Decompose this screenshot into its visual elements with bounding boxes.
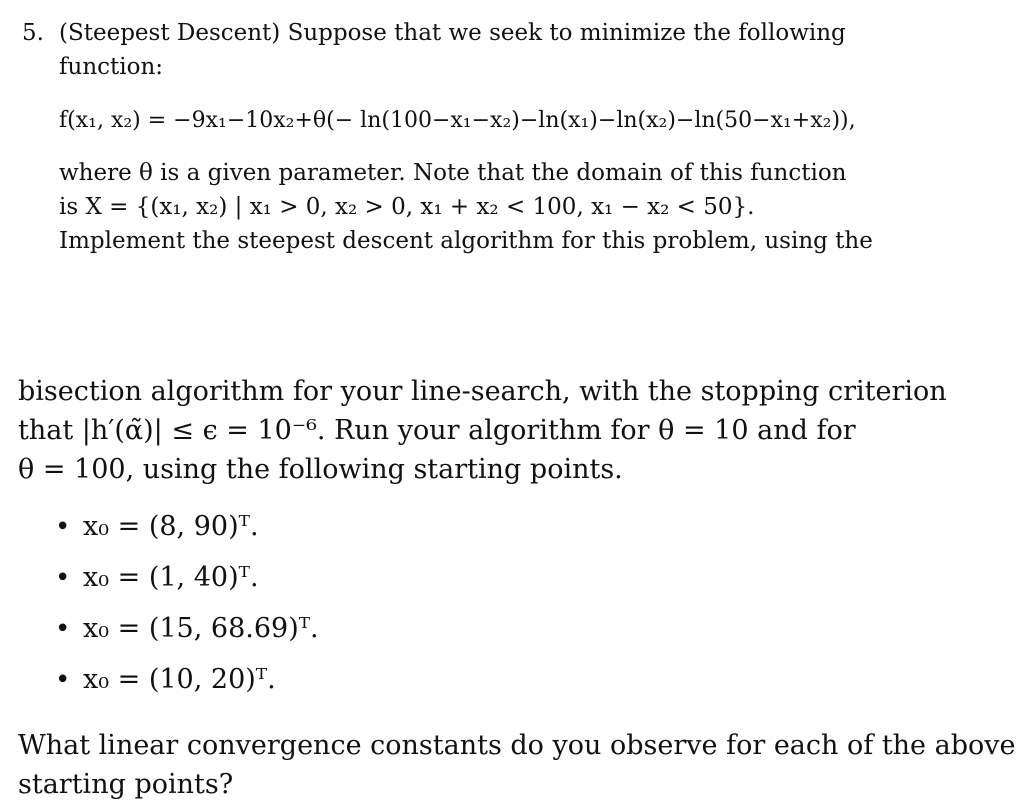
- implement-instruction: Implement the steepest descent algorithm for this problem, using the: [59, 228, 873, 254]
- starting-point: x₀ = (8, 90)ᵀ.: [83, 511, 259, 542]
- bullet-icon: •: [55, 614, 71, 644]
- parameter-note: where θ is a given parameter. Note that the domain of this function: [59, 160, 847, 186]
- continued-line-3: θ = 100, using the following starting points.: [18, 454, 623, 485]
- domain-definition: is X = {(x₁, x₂) | x₁ > 0, x₂ > 0, x₁ + x₂ < 100, x₁ − x₂ < 50}.: [59, 194, 755, 220]
- continued-line-2: that |h′(α̃)| ≤ ϵ = 10⁻⁶. Run your algorithm for θ = 10 and for: [18, 415, 856, 446]
- objective-formula: f(x₁, x₂) = −9x₁−10x₂+θ(− ln(100−x₁−x₂)−ln(x₁)−ln(x₂)−ln(50−x₁+x₂)),: [59, 108, 856, 133]
- list-item: [55, 661, 319, 712]
- starting-point: x₀ = (1, 40)ᵀ.: [83, 562, 259, 593]
- problem-block: [22, 16, 982, 258]
- starting-points-list: [55, 508, 319, 712]
- bullet-icon: •: [55, 665, 71, 695]
- list-item: [55, 559, 319, 610]
- starting-point: x₀ = (15, 68.69)ᵀ.: [83, 613, 319, 644]
- problem-heading-continued: function:: [59, 54, 164, 80]
- list-item: [55, 508, 319, 559]
- problem-heading: (Steepest Descent) Suppose that we seek to minimize the following: [59, 20, 846, 46]
- bullet-icon: •: [55, 563, 71, 593]
- question-line-2: starting points?: [18, 769, 234, 800]
- problem-number: 5.: [22, 20, 44, 46]
- question-block: [18, 726, 1016, 804]
- list-item: [55, 610, 319, 661]
- continued-line-1: bisection algorithm for your line-search, with the stopping criterion: [18, 376, 947, 407]
- question-line-1: What linear convergence constants do you observe for each of the above: [18, 730, 1016, 761]
- continued-text: [18, 372, 1008, 489]
- starting-point: x₀ = (10, 20)ᵀ.: [83, 664, 276, 695]
- problem-heading-row: [22, 16, 982, 50]
- bullet-icon: •: [55, 512, 71, 542]
